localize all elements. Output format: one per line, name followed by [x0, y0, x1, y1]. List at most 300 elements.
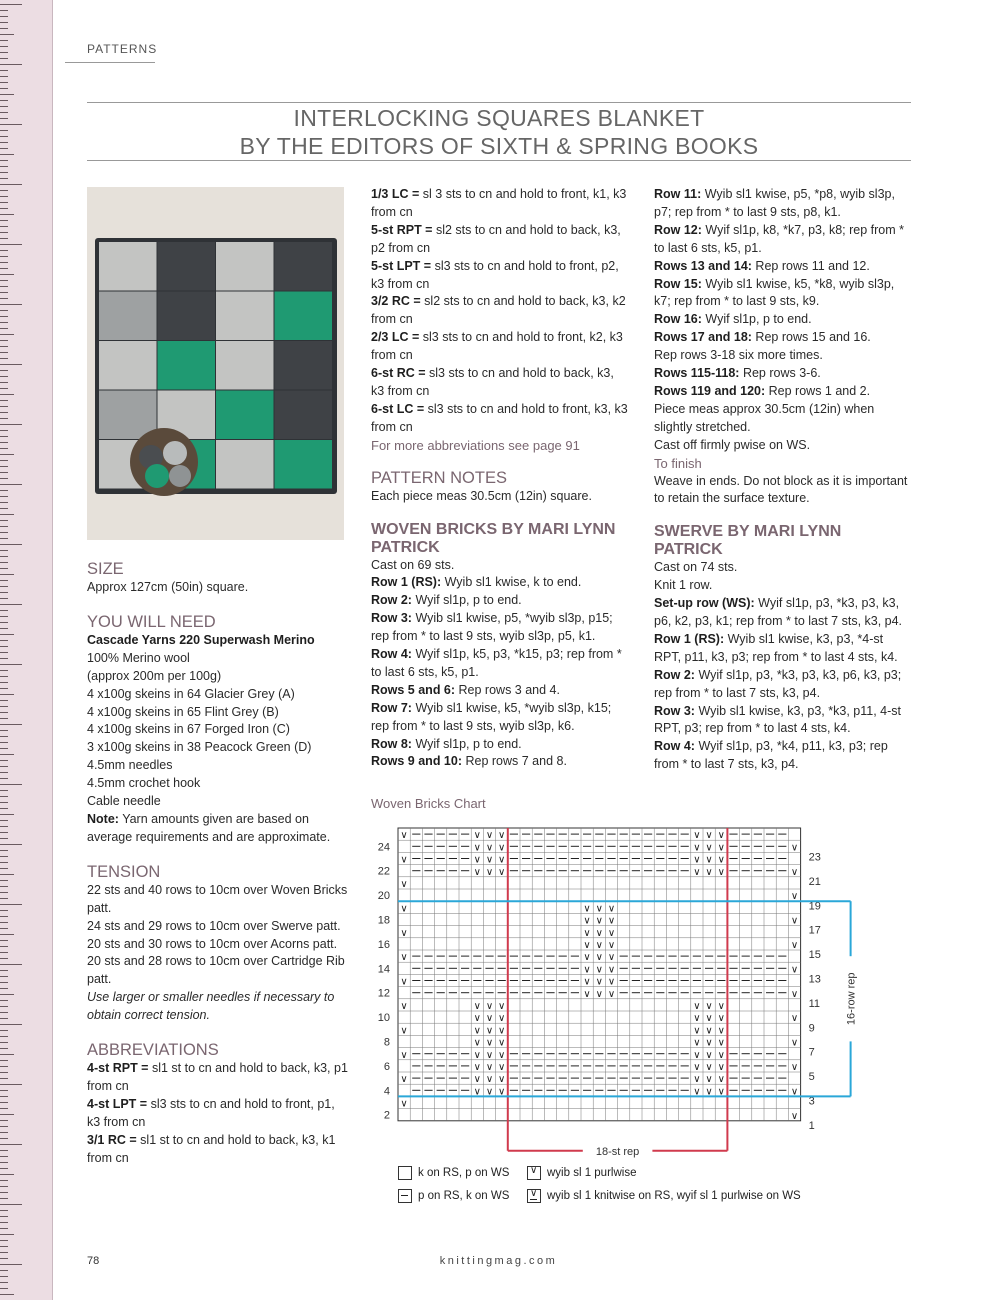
- ruler-tick: [0, 784, 22, 785]
- ruler-tick: [0, 310, 8, 311]
- ruler-tick: [0, 94, 14, 95]
- slip-symbol: ∨: [583, 903, 591, 915]
- slip-symbol: ∨: [473, 1025, 481, 1037]
- slip-symbol: ∨: [485, 1013, 494, 1025]
- notes-heading: PATTERN NOTES: [371, 468, 507, 487]
- ruler-tick: [0, 574, 14, 575]
- slip-symbol: ∨: [498, 854, 506, 866]
- ruler-tick: [0, 436, 8, 437]
- slip-symbol: ∨: [473, 842, 481, 854]
- ruler-tick: [0, 268, 8, 269]
- row-label-right: 17: [808, 924, 821, 937]
- blanket-square: [216, 242, 274, 291]
- slip-symbol: ∨: [607, 976, 616, 988]
- ruler-tick: [0, 730, 8, 731]
- slip-symbol: ∨: [705, 1001, 713, 1012]
- ruler-tick: [0, 1222, 8, 1223]
- ruler-tick: [0, 1180, 8, 1181]
- ruler-tick: [0, 1234, 14, 1235]
- ruler-tick: [0, 514, 14, 515]
- slip-symbol: ∨: [790, 1062, 799, 1073]
- slip-symbol: ∨: [717, 1074, 725, 1086]
- legend-blank-text: k on RS, p on WS: [418, 1167, 510, 1180]
- tension-line: 22 sts and 40 rows to 10cm over Woven Bricks patt.: [87, 882, 348, 915]
- slip-symbol: ∨: [790, 842, 799, 854]
- legend-vv-symbol: ∨: [527, 1189, 541, 1203]
- ruler-tick: [0, 304, 22, 305]
- page-title: [87, 104, 911, 160]
- ruler-tick: [0, 1198, 8, 1199]
- slip-symbol: ∨: [705, 830, 713, 842]
- slip-symbol: ∨: [705, 1025, 713, 1037]
- material-line: 4 x100g skeins in 67 Forged Iron (C): [87, 722, 290, 737]
- ruler-tick: [0, 1156, 8, 1157]
- blanket-square: [158, 242, 216, 291]
- slip-symbol: ∨: [498, 1049, 506, 1061]
- slip-symbol: ∨: [485, 1074, 494, 1086]
- ruler-tick: [0, 916, 8, 917]
- slip-symbol: ∨: [693, 1025, 701, 1037]
- ruler-tick: [0, 34, 14, 35]
- slip-symbol: ∨: [705, 1086, 713, 1098]
- ruler-tick: [0, 1138, 8, 1139]
- title-top-rule: [87, 102, 911, 103]
- tension-list: [87, 882, 349, 989]
- ruler-tick: [0, 40, 8, 41]
- ruler-tick: [0, 334, 14, 335]
- ruler-tick: [0, 16, 8, 17]
- ruler-tick: [0, 196, 8, 197]
- slip-symbol: ∨: [473, 830, 481, 842]
- slip-symbol: ∨: [705, 854, 713, 866]
- pattern-row: Rows 119 and 120: Rep rows 1 and 2.: [654, 383, 871, 398]
- ruler-tick: [0, 46, 8, 47]
- blanket-square: [99, 341, 157, 390]
- blanket-square: [216, 440, 274, 489]
- pattern-row: Row 11: Wyib sl1 kwise, p5, *p8, wyib sl3p, p7; rep from * to last 9 sts, p8, k1.: [654, 187, 895, 219]
- pattern-row: Rows 5 and 6: Rep rows 3 and 4.: [371, 682, 560, 697]
- ruler-tick: [0, 724, 22, 725]
- ruler-tick: [0, 772, 8, 773]
- ruler-tick: [0, 484, 22, 485]
- slip-symbol: ∨: [498, 1074, 506, 1086]
- abbrev-entry: 3/1 RC = sl1 st to cn and hold to back, k3, k1 from cn: [87, 1132, 336, 1165]
- ruler-tick: [0, 172, 8, 173]
- slip-symbol: ∨: [473, 1074, 481, 1086]
- slip-symbol: ∨: [693, 1037, 701, 1049]
- slip-symbol: ∨: [790, 1037, 799, 1049]
- ruler-tick: [0, 1210, 8, 1211]
- slip-symbol: ∨: [498, 866, 506, 878]
- ruler-tick: [0, 100, 8, 101]
- slip-symbol: ∨: [717, 842, 725, 854]
- ruler-tick: [0, 112, 8, 113]
- slip-symbol: ∨: [717, 1025, 725, 1037]
- ruler-tick: [0, 958, 8, 959]
- ruler-tick: [0, 994, 14, 995]
- ruler-tick: [0, 316, 8, 317]
- materials-list: [87, 650, 349, 811]
- ruler-tick: [0, 1036, 8, 1037]
- ruler-tick: [0, 238, 8, 239]
- rep-label-horizontal: 18-st rep: [595, 1145, 640, 1158]
- ruler-tick: [0, 1246, 8, 1247]
- site-url[interactable]: knittingmag.com: [439, 1255, 558, 1267]
- ruler-tick: [0, 1114, 14, 1115]
- ruler-tick: [0, 910, 8, 911]
- blanket-square: [275, 440, 333, 489]
- blanket-square: [99, 292, 157, 341]
- woven-heading: WOVEN BRICKS BY MARI LYNN PATRICK: [371, 520, 616, 556]
- blanket-square: [216, 391, 274, 440]
- ruler-tick: [0, 424, 22, 425]
- slip-symbol: ∨: [485, 1025, 494, 1037]
- slip-symbol: ∨: [693, 830, 701, 842]
- slip-symbol: ∨: [705, 1049, 713, 1061]
- slip-symbol: ∨: [473, 1049, 481, 1061]
- blanket-square: [158, 292, 216, 341]
- ruler-tick: [0, 22, 8, 23]
- abbrev-entry: 5-st RPT = sl2 sts to cn and hold to back, k3, p2 from cn: [371, 222, 621, 255]
- ruler-tick: [0, 472, 8, 473]
- yarn-note: Note: Yarn amounts given are based on average requirements and are approximate.: [87, 811, 331, 844]
- ruler-tick: [0, 178, 8, 179]
- row-label-right: 23: [808, 851, 821, 864]
- column-left: [87, 560, 349, 1167]
- slip-symbol: ∨: [693, 1049, 701, 1061]
- ruler-tick: [0, 406, 8, 407]
- slip-symbol: ∨: [485, 1037, 494, 1049]
- ruler-tick: [0, 64, 22, 65]
- pattern-row: Rows 13 and 14: Rep rows 11 and 12.: [654, 258, 870, 273]
- slip-symbol: ∨: [400, 830, 408, 842]
- ruler-tick: [0, 970, 8, 971]
- ruler-tick: [0, 580, 8, 581]
- ruler-tick: [0, 934, 14, 935]
- slip-symbol: ∨: [400, 854, 408, 866]
- ruler-tick: [0, 886, 8, 887]
- blanket-square: [99, 242, 157, 291]
- ruler-tick: [0, 10, 8, 11]
- slip-symbol: ∨: [717, 830, 725, 842]
- ruler-tick: [0, 718, 8, 719]
- legend-v-symbol: ∨: [527, 1166, 541, 1180]
- slip-symbol: ∨: [790, 1013, 799, 1025]
- slip-symbol: ∨: [485, 1049, 494, 1061]
- blanket-square: [99, 391, 157, 440]
- slip-symbol: ∨: [705, 866, 713, 878]
- slip-symbol: ∨: [790, 1086, 799, 1098]
- slip-symbol: ∨: [705, 1013, 713, 1025]
- slip-symbol: ∨: [583, 976, 591, 988]
- ruler-tick: [0, 118, 8, 119]
- ruler-tick: [0, 364, 22, 365]
- ruler-tick: [0, 1000, 8, 1001]
- slip-symbol: ∨: [473, 854, 481, 866]
- ruler-tick: [0, 1018, 8, 1019]
- ruler-tick: [0, 244, 22, 245]
- pattern-row: Row 4: Wyif sl1p, p3, *k4, p11, k3, p3; rep from * to last 7 sts, k3, p4.: [654, 739, 888, 772]
- pattern-row: Row 15: Wyib sl1 kwise, k5, *k8, wyib sl3p, k7; rep from * to last 9 sts, k9.: [654, 276, 895, 309]
- pattern-row: Rows 17 and 18: Rep rows 15 and 16.: [654, 330, 871, 345]
- ruler-tick: [0, 1054, 14, 1055]
- slip-symbol: ∨: [607, 952, 616, 964]
- ruler-tick: [0, 682, 8, 683]
- ruler-tick: [0, 370, 8, 371]
- slip-symbol: ∨: [705, 1037, 713, 1049]
- slip-symbol: ∨: [498, 830, 506, 842]
- material-line: (approx 200m per 100g): [87, 668, 222, 683]
- slip-symbol: ∨: [705, 842, 713, 854]
- slip-symbol: ∨: [717, 1062, 725, 1073]
- rep-label-vertical: 16-row rep: [845, 972, 858, 1026]
- pattern-row: Row 1 (RS): Wyib sl1 kwise, k3, p3, *4-st RPT, p11, k3, p3; rep from * to last 4 sts, k4.: [654, 631, 898, 664]
- slip-symbol: ∨: [717, 1086, 725, 1098]
- slip-symbol: ∨: [400, 879, 408, 890]
- section-tag: PATTERNS: [87, 42, 158, 56]
- abbrev-list-1: [87, 1060, 349, 1167]
- tension-line: 20 sts and 30 rows to 10cm over Acorns patt.: [87, 936, 338, 951]
- slip-symbol: ∨: [583, 964, 591, 976]
- ruler-tick: [0, 52, 8, 53]
- slip-symbol: ∨: [485, 1062, 494, 1073]
- ruler-tick: [0, 1294, 14, 1295]
- ruler-tick: [0, 964, 22, 965]
- ruler-tick: [0, 868, 8, 869]
- ruler-tick: [0, 850, 8, 851]
- slip-symbol: ∨: [607, 964, 616, 976]
- finish-heading: To finish: [654, 455, 702, 471]
- slip-symbol: ∨: [607, 903, 616, 915]
- ruler-tick: [0, 1174, 14, 1175]
- blanket-photo: [87, 187, 344, 540]
- ruler-tick: [0, 1060, 8, 1061]
- pattern-row: Row 16: Wyif sl1p, p to end.: [654, 312, 812, 327]
- slip-symbol: ∨: [473, 1086, 481, 1098]
- slip-symbol: ∨: [473, 1037, 481, 1049]
- swerve-instructions: [654, 559, 912, 774]
- tension-line: 24 sts and 29 rows to 10cm over Swerve patt.: [87, 918, 341, 933]
- ruler-tick: [0, 166, 8, 167]
- ruler-tick: [0, 1024, 22, 1025]
- pattern-row: Row 12: Wyif sl1p, k8, *k7, p3, k8; rep from * to last 6 sts, k5, p1.: [654, 222, 904, 255]
- ruler-tick: [0, 502, 8, 503]
- ruler-tick: [0, 1006, 8, 1007]
- slip-symbol: ∨: [607, 927, 616, 939]
- slip-symbol: ∨: [693, 1086, 701, 1098]
- ruler-tick: [0, 412, 8, 413]
- row-label-left: 16: [377, 938, 390, 951]
- ruler-tick: [0, 1108, 8, 1109]
- ruler-tick: [0, 520, 8, 521]
- ruler-tick: [0, 658, 8, 659]
- abbrev-list-2: [371, 186, 629, 437]
- slip-symbol: ∨: [498, 842, 506, 854]
- ruler-tick: [0, 154, 14, 155]
- row-label-left: 2: [383, 1109, 390, 1122]
- title-line-1: INTERLOCKING SQUARES BLANKET: [293, 105, 705, 131]
- slip-symbol: ∨: [583, 915, 591, 927]
- abbrev-entry: 4-st RPT = sl1 st to cn and hold to back, k3, p1 from cn: [87, 1061, 348, 1093]
- slip-symbol: ∨: [485, 842, 494, 854]
- ruler-tick: [0, 292, 8, 293]
- ruler-tick: [0, 814, 14, 815]
- ruler-tick: [0, 928, 8, 929]
- ruler-tick: [0, 790, 8, 791]
- row-label-left: 4: [383, 1085, 390, 1098]
- ruler-tick: [0, 466, 8, 467]
- slip-symbol: ∨: [693, 1001, 701, 1012]
- ruler-tick: [0, 892, 8, 893]
- slip-symbol: ∨: [693, 1013, 701, 1025]
- title-bottom-rule: [87, 160, 911, 161]
- row-label-right: 1: [808, 1119, 815, 1132]
- ruler-tick: [0, 712, 8, 713]
- abbrev-entry: 4-st LPT = sl3 sts to cn and hold to front, p1, k3 from cn: [87, 1096, 335, 1129]
- slip-symbol: ∨: [498, 1086, 506, 1098]
- ruler-tick: [0, 550, 8, 551]
- ruler-tick: [0, 670, 8, 671]
- blanket-square: [275, 242, 333, 291]
- ruler-tick: [0, 58, 8, 59]
- ruler-tick: [0, 490, 8, 491]
- slip-symbol: ∨: [790, 891, 799, 903]
- slip-symbol: ∨: [400, 952, 408, 964]
- slip-symbol: ∨: [498, 1062, 506, 1073]
- slip-symbol: ∨: [400, 903, 408, 915]
- tension-note: Use larger or smaller needles if necessary to obtain correct tension.: [87, 990, 335, 1023]
- slip-symbol: ∨: [400, 1074, 408, 1086]
- ruler-tick: [0, 832, 8, 833]
- ruler-tick: [0, 610, 8, 611]
- blanket-square: [216, 292, 274, 341]
- pattern-row: Row 3: Wyib sl1 kwise, p5, *wyib sl3p, p15; rep from * to last 9 sts, wyib sl3p, p5, k1.: [371, 611, 613, 644]
- slip-symbol: ∨: [705, 1062, 713, 1073]
- need-heading: YOU WILL NEED: [87, 612, 216, 631]
- row-label-right: 11: [808, 997, 821, 1010]
- chart-title: Woven Bricks Chart: [371, 796, 486, 811]
- ruler-tick: [0, 274, 14, 275]
- slip-symbol: ∨: [595, 964, 603, 976]
- ruler-tick: [0, 628, 8, 629]
- ruler-tick: [0, 760, 8, 761]
- ruler-tick: [0, 538, 8, 539]
- ruler-tick: [0, 778, 8, 779]
- ruler-tick: [0, 1012, 8, 1013]
- ruler-tick: [0, 856, 8, 857]
- pattern-row: Set-up row (WS): Wyif sl1p, p3, *k3, p3, k3, p6, k2, p3, k1; rep from * to last 7 sts, k3, p4.: [654, 596, 903, 629]
- ruler-tick: [0, 322, 8, 323]
- row-label-left: 22: [377, 865, 390, 878]
- ruler-tick: [0, 592, 8, 593]
- slip-symbol: ∨: [790, 964, 799, 976]
- ruler-tick: [0, 1048, 8, 1049]
- pattern-row: Cast on 74 sts.: [654, 560, 738, 575]
- slip-symbol: ∨: [717, 866, 725, 878]
- slip-symbol: ∨: [595, 988, 603, 1000]
- ruler-tick: [0, 736, 8, 737]
- pattern-row: Rows 115-118: Rep rows 3-6.: [654, 366, 821, 381]
- ruler-tick: [0, 400, 8, 401]
- ruler-tick: [0, 556, 8, 557]
- slip-symbol: ∨: [485, 854, 494, 866]
- ruler-tick: [0, 358, 8, 359]
- slip-symbol: ∨: [400, 1001, 408, 1012]
- pattern-row: Piece meas approx 30.5cm (12in) when slightly stretched.: [654, 401, 875, 434]
- size-text: Approx 127cm (50in) square.: [87, 580, 249, 594]
- ruler-tick: [0, 940, 8, 941]
- ruler-tick: [0, 976, 8, 977]
- column-middle: [371, 186, 629, 771]
- ruler-tick: [0, 208, 8, 209]
- ruler-tick: [0, 562, 8, 563]
- section-divider: [65, 62, 155, 63]
- ruler-tick: [0, 1072, 8, 1073]
- slip-symbol: ∨: [473, 1013, 481, 1025]
- slip-symbol: ∨: [790, 940, 799, 951]
- slip-symbol: ∨: [400, 927, 408, 939]
- blanket-square: [216, 341, 274, 390]
- ruler-tick: [0, 250, 8, 251]
- ruler-tick: [0, 76, 8, 77]
- slip-symbol: ∨: [498, 1001, 506, 1012]
- ruler-tick: [0, 688, 8, 689]
- slip-symbol: ∨: [498, 1013, 506, 1025]
- slip-symbol: ∨: [595, 903, 603, 915]
- ruler-tick: [0, 136, 8, 137]
- ruler-tick: [0, 946, 8, 947]
- row-label-left: 24: [377, 841, 390, 854]
- ruler-tick: [0, 508, 8, 509]
- ruler-tick: [0, 340, 8, 341]
- column-right: [654, 186, 912, 774]
- slip-symbol: ∨: [595, 915, 603, 927]
- pattern-row: Cast on 69 sts.: [371, 557, 455, 572]
- woven-instructions-cont: [654, 186, 912, 455]
- slip-symbol: ∨: [583, 927, 591, 939]
- ruler-tick: [0, 586, 8, 587]
- ruler-tick: [0, 796, 8, 797]
- page-number: 78: [87, 1255, 100, 1267]
- slip-symbol: ∨: [693, 854, 701, 866]
- ruler-tick: [0, 286, 8, 287]
- ruler-tick: [0, 148, 8, 149]
- slip-symbol: ∨: [583, 952, 591, 964]
- ruler-tick: [0, 904, 22, 905]
- row-label-right: 13: [808, 973, 821, 986]
- material-line: 4 x100g skeins in 65 Flint Grey (B): [87, 704, 279, 719]
- ruler-tick: [0, 430, 8, 431]
- row-label-right: 5: [808, 1071, 815, 1084]
- ruler-tick: [0, 1204, 22, 1205]
- ruler-tick: [0, 646, 8, 647]
- ruler-tick: [0, 526, 8, 527]
- ruler-tick: [0, 1120, 8, 1121]
- ruler-tick: [0, 826, 8, 827]
- material-line: 4.5mm needles: [87, 758, 173, 773]
- abbrev-more-link[interactable]: For more abbreviations see page 91: [371, 437, 580, 453]
- ruler-tick: [0, 382, 8, 383]
- ruler-tick: [0, 1186, 8, 1187]
- row-label-left: 14: [377, 963, 390, 976]
- slip-symbol: ∨: [400, 1098, 408, 1110]
- row-label-left: 20: [377, 890, 390, 903]
- slip-symbol: ∨: [400, 976, 408, 988]
- abbrev-entry: 2/3 LC = sl3 sts to cn and hold to front, k2, k3 from cn: [371, 330, 623, 363]
- slip-symbol: ∨: [400, 1049, 408, 1061]
- ruler-tick: [0, 598, 8, 599]
- slip-symbol: ∨: [717, 854, 725, 866]
